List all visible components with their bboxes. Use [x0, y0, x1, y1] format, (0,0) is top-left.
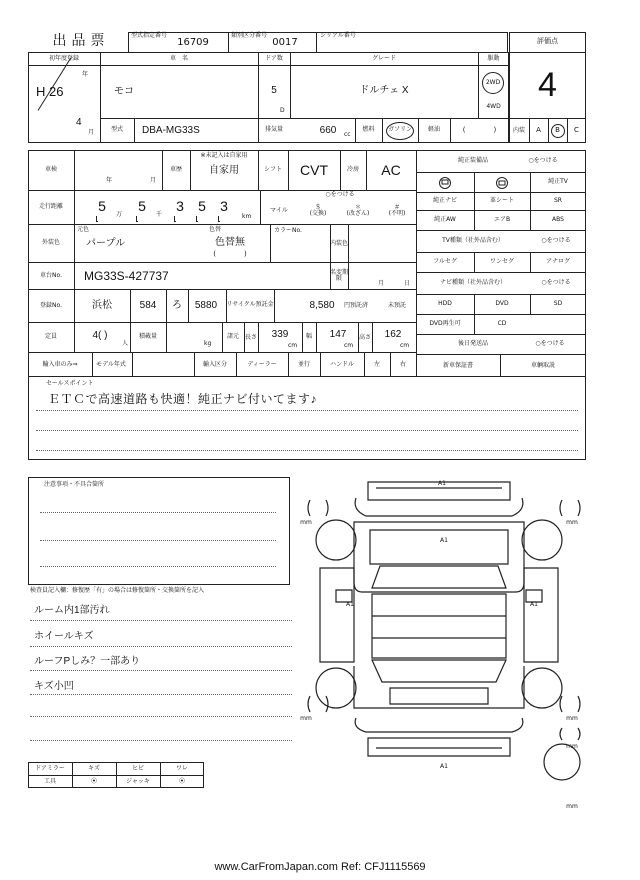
mileage-digit: 3	[176, 197, 184, 214]
displacement-value: 660	[319, 124, 337, 136]
notes-box	[28, 477, 290, 585]
first-reg-label: 初年度登録	[48, 54, 79, 62]
mileage-opt-tampered: ＊ (改ざん)	[346, 203, 370, 217]
navi-hdd: HDD	[438, 300, 452, 308]
legend-jack-mark: ⦿	[178, 777, 185, 785]
navi-sd: SD	[553, 300, 563, 308]
orig-color-value: パープル	[86, 237, 126, 249]
handle-label: ハンドル	[329, 360, 354, 368]
load-label: 積載量	[138, 333, 157, 341]
inspector-note-label: 検査員記入欄：修復歴「有」の場合は修復箇所・交換箇所を記入	[30, 586, 205, 594]
footer-watermark: www.CarFromJapan.com Ref: CFJ1115569	[214, 861, 426, 874]
model-value: DBA-MG33S	[142, 124, 200, 136]
capacity-label: 定員	[44, 333, 57, 341]
history-label: 車歴	[169, 166, 182, 174]
reg-number: 5880	[194, 299, 218, 311]
sunroof-icon	[416, 173, 474, 192]
leather-seat: 革シート	[489, 197, 514, 205]
name-change-label: 名変期限	[330, 269, 349, 282]
width-value: 147	[329, 328, 347, 340]
reg-area: 浜松	[92, 299, 112, 311]
import-dealer: ディーラー	[247, 360, 277, 368]
recycle-label: リサイクル預託金	[226, 300, 274, 308]
recycle-amount: 8,580	[309, 299, 335, 311]
color-change-paren: ( )	[213, 250, 247, 259]
interior-grade-b: B	[548, 120, 567, 141]
mileage-opt-unknown: ＃ (不明)	[388, 203, 406, 217]
class-number-value: 0017	[272, 36, 298, 48]
mileage-opt-exchanged: ＄ (交換)	[309, 203, 327, 217]
color-change-label: 色替	[208, 226, 221, 234]
genuine-aw: 純正AW	[434, 216, 456, 224]
color-change-value: 色替無	[215, 236, 245, 248]
mileage-circle-note: ○をつける	[325, 191, 355, 199]
width-unit: cm	[344, 341, 354, 349]
reg-kana: ろ	[172, 299, 182, 311]
mm-label: mm	[300, 518, 312, 526]
mm-label: mm	[300, 714, 312, 722]
notes-label: 注意事項・不具合箇所	[44, 480, 104, 490]
capacity-value: 4( )	[92, 329, 108, 341]
inspector-note-line: ホイールキズ	[34, 630, 94, 642]
type-designation-label: 型式指定番号	[131, 32, 168, 40]
sunroof: SR	[554, 197, 562, 205]
history-note: ※未記入は自家用	[200, 151, 248, 159]
damage-mark: A1	[440, 762, 448, 770]
dvd-playable: DVD再生可	[429, 320, 461, 328]
ac-value: AC	[381, 162, 401, 179]
reg-label: 登録No.	[40, 301, 62, 309]
mileage-digit: 3	[220, 197, 228, 214]
mileage-digit: 5	[198, 197, 206, 214]
damage-mark: A1	[438, 479, 446, 487]
history-value: 自家用	[209, 164, 239, 176]
serial-label: シリアル番号	[320, 32, 356, 40]
door-suffix: D	[280, 106, 285, 114]
score-label: 評価点	[537, 37, 558, 46]
type-designation-value: 16709	[177, 36, 209, 48]
model-label: 型式	[110, 126, 123, 134]
score-value: 4	[538, 66, 557, 105]
mileage-km: km	[242, 212, 252, 220]
handle-right: 右	[399, 360, 406, 368]
damage-mark: A1	[440, 536, 448, 544]
doors-value: 5	[271, 84, 277, 96]
legend-header: ヒビ	[131, 764, 144, 772]
tv-type-note: ○をつける	[541, 237, 571, 245]
first-reg-month: 4	[76, 116, 82, 128]
length-unit: cm	[288, 341, 298, 349]
tv-type-label: TV種類（社外品含む）	[442, 237, 504, 245]
mm-label: mm	[566, 518, 578, 526]
first-reg-month-unit: 月	[88, 128, 95, 136]
displacement-unit: cc	[344, 130, 351, 138]
import-only-label: 輸入車のみ⇒	[42, 360, 78, 368]
width-label: 幅	[305, 333, 312, 341]
damage-mark: A1	[530, 600, 538, 608]
genuine-label: 純正装備品	[457, 157, 488, 165]
navi-dvd: DVD	[495, 300, 509, 308]
grade-label: グレード	[371, 54, 396, 62]
cd: CD	[497, 320, 507, 328]
length-value: 339	[271, 328, 289, 340]
displacement-label: 排気量	[264, 126, 283, 134]
legend-header: キズ	[88, 764, 100, 772]
recycle-suffix: 円預託済	[344, 301, 369, 309]
mm-label: mm	[566, 742, 578, 750]
import-type-label: 輸入区分	[202, 360, 227, 368]
interior-label: 内装	[512, 126, 525, 134]
genuine-navi: 純正ナビ	[432, 197, 457, 205]
vin-value: MG33S-427737	[84, 268, 169, 283]
damage-mark: A1	[346, 600, 354, 608]
tv-fullseg: フルセグ	[433, 258, 457, 266]
legend-tools-mark: ⦿	[90, 777, 97, 785]
genuine-tv: 純正TV	[548, 178, 568, 186]
docs-label: 後日発送品	[457, 340, 488, 348]
inspection-year: 年	[106, 176, 113, 184]
model-year-label: モデル年式	[96, 361, 126, 368]
fuel-diesel: 軽油	[427, 126, 440, 134]
fuel-label: 燃料	[362, 126, 375, 134]
tv-icon	[474, 173, 530, 192]
car-damage-diagram	[296, 470, 596, 810]
drive-4wd: 4WD	[486, 102, 501, 110]
shift-value: CVT	[300, 162, 328, 179]
legend-jack: ジャッキ	[126, 777, 150, 785]
ext-color-label: 外装色	[41, 239, 60, 247]
sales-point-block	[28, 377, 586, 460]
tv-oneseg: ワンセグ	[489, 258, 514, 266]
abs: ABS	[552, 216, 564, 224]
color-no-label: カラーNo.	[274, 226, 302, 234]
height-unit: cm	[400, 341, 410, 349]
handle-left: 左	[373, 360, 380, 368]
ac-label: 冷房	[346, 166, 359, 174]
legend-tools: 工具	[43, 777, 56, 785]
legend-header: ドアミラー	[35, 764, 65, 772]
mileage-unit-man: 万	[116, 210, 123, 218]
interior-grade-a: A	[536, 125, 541, 134]
shift-label: シフト	[263, 166, 282, 174]
inspector-note-line: キズ小凹	[34, 680, 74, 692]
recycle-none: 未預託	[388, 301, 407, 309]
int-color-label: 内装色	[330, 239, 349, 247]
interior-grade-c: C	[574, 125, 579, 134]
doors-label: ドア数	[265, 54, 283, 62]
name-change-day: 日	[404, 279, 411, 287]
drive-label: 駆動	[487, 54, 500, 62]
reg-class: 584	[139, 299, 157, 311]
capacity-unit: 人	[122, 340, 129, 348]
airbag: エアB	[493, 216, 511, 224]
docs-manual: 車輌取説	[530, 361, 555, 369]
orig-color-label: 元色	[77, 226, 90, 234]
navi-type-note: ○をつける	[541, 279, 571, 287]
mileage-unit-sen: 千	[156, 210, 163, 218]
class-number-label: 類別区分番号	[231, 32, 268, 40]
mileage-opt-mile: マイル	[270, 206, 288, 214]
drive-2wd-circled: 2WD	[482, 72, 504, 94]
inspection-label: 車検	[44, 166, 57, 174]
inspector-note-line: ルーム内1部汚れ	[34, 604, 110, 616]
import-parallel: 並行	[297, 360, 310, 368]
legend-header: ワレ	[175, 764, 188, 772]
sheet-title: 出品票	[52, 32, 110, 49]
genuine-note: ○をつける	[528, 157, 558, 165]
name-change-month: 月	[378, 279, 385, 287]
mileage-label: 走行距離	[38, 203, 63, 211]
dims-label: 諸元	[226, 333, 239, 341]
sales-point-label: セールスポイント	[46, 379, 94, 387]
mileage-digit: 5	[98, 197, 106, 214]
navi-type-label: ナビ種類（社外品含む）	[439, 279, 506, 287]
first-reg-era: H 26	[36, 84, 64, 100]
length-label: 長さ	[244, 333, 257, 341]
inspection-month: 月	[150, 176, 157, 184]
grade-value: ドルチェ X	[359, 84, 409, 96]
tv-analog: アナログ	[545, 258, 570, 266]
mm-label: mm	[566, 802, 578, 810]
first-reg-year-unit: 年	[82, 70, 89, 78]
height-label: 高さ	[358, 333, 371, 341]
car-name-label: 車 名	[169, 54, 188, 62]
fuel-gasoline-circled: ガソリン	[382, 119, 418, 142]
car-name: モコ	[114, 85, 134, 97]
fuel-other: ( )	[462, 125, 497, 134]
height-value: 162	[384, 328, 402, 340]
sales-point-text: ＥＴＣで高速道路も快適！純正ナビ付いてます♪	[48, 391, 318, 406]
load-unit: kg	[204, 340, 212, 348]
mileage-digit: 5	[138, 197, 146, 214]
docs-note: ○をつける	[535, 340, 565, 348]
docs-warranty: 新車保証書	[442, 361, 473, 369]
vin-label: 車台No.	[40, 271, 62, 279]
mm-label: mm	[566, 714, 578, 722]
inspector-note-line: ルーフPしみ？一部あり	[34, 655, 141, 667]
